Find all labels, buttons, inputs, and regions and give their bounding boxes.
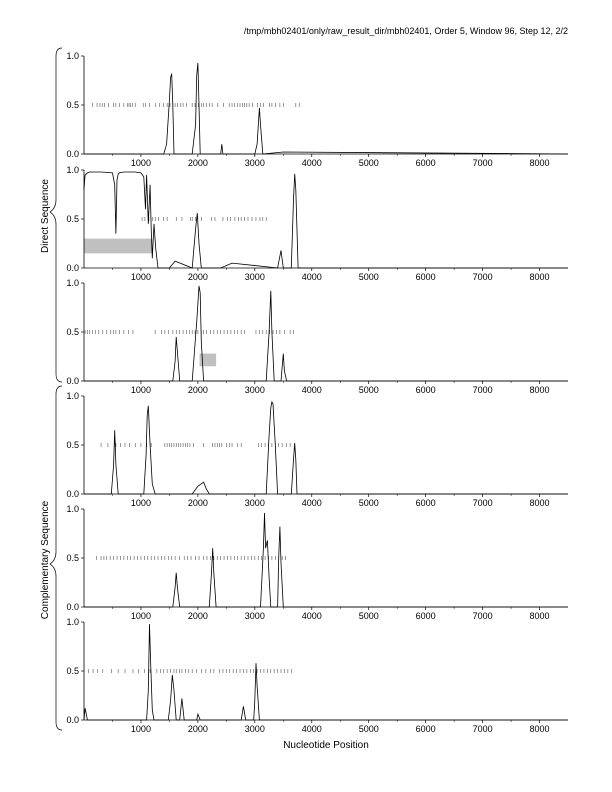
x-tick-label: 3000 <box>244 272 265 282</box>
x-tick-label: 6000 <box>415 498 436 508</box>
y-tick-label: 0.5 <box>66 214 79 224</box>
y-tick-label: 0.0 <box>66 602 79 612</box>
y-tick-label: 1.0 <box>66 51 79 61</box>
x-tick-label: 8000 <box>529 385 550 395</box>
x-tick-label: 8000 <box>529 272 550 282</box>
y-tick-label: 0.0 <box>66 376 79 386</box>
x-tick-label: 2000 <box>187 158 208 168</box>
x-tick-label: 1000 <box>130 724 151 734</box>
x-tick-label: 1000 <box>130 611 151 621</box>
series-line <box>84 286 568 381</box>
x-tick-label: 1000 <box>130 385 151 395</box>
shaded-region <box>84 239 152 254</box>
complementary-sequence-brace <box>50 386 62 730</box>
x-tick-label: 1000 <box>130 272 151 282</box>
y-tick-label: 0.5 <box>66 666 79 676</box>
x-tick-label: 5000 <box>358 498 379 508</box>
x-tick-label: 5000 <box>358 611 379 621</box>
x-tick-label: 6000 <box>415 158 436 168</box>
x-tick-label: 3000 <box>244 724 265 734</box>
series-line <box>84 172 568 268</box>
y-tick-label: 1.0 <box>66 391 79 401</box>
x-tick-label: 3000 <box>244 498 265 508</box>
y-tick-label: 0.0 <box>66 489 79 499</box>
panel-3 <box>66 278 568 395</box>
x-tick-label: 4000 <box>301 611 322 621</box>
x-tick-label: 2000 <box>187 611 208 621</box>
x-tick-label: 8000 <box>529 158 550 168</box>
y-tick-label: 1.0 <box>66 617 79 627</box>
x-tick-label: 8000 <box>529 498 550 508</box>
x-tick-label: 5000 <box>358 385 379 395</box>
panels-container <box>66 51 568 734</box>
x-tick-label: 2000 <box>187 724 208 734</box>
y-tick-label: 1.0 <box>66 504 79 514</box>
x-tick-label: 2000 <box>187 385 208 395</box>
x-tick-label: 1000 <box>130 158 151 168</box>
y-tick-label: 1.0 <box>66 165 79 175</box>
panel-1 <box>66 51 568 168</box>
x-tick-label: 7000 <box>472 724 493 734</box>
x-tick-label: 4000 <box>301 272 322 282</box>
x-tick-label: 4000 <box>301 498 322 508</box>
series-line <box>84 63 568 154</box>
x-tick-label: 3000 <box>244 385 265 395</box>
y-tick-label: 0.0 <box>66 149 79 159</box>
x-tick-label: 8000 <box>529 724 550 734</box>
x-tick-label: 4000 <box>301 158 322 168</box>
x-tick-label: 7000 <box>472 272 493 282</box>
y-tick-label: 1.0 <box>66 278 79 288</box>
x-tick-label: 3000 <box>244 611 265 621</box>
x-tick-label: 5000 <box>358 158 379 168</box>
x-tick-label: 1000 <box>130 498 151 508</box>
x-tick-label: 5000 <box>358 272 379 282</box>
x-tick-label: 6000 <box>415 272 436 282</box>
complementary-sequence-label: Complementary Sequence <box>40 500 51 620</box>
direct-sequence-label: Direct Sequence <box>40 179 51 253</box>
direct-sequence-brace <box>50 48 62 382</box>
x-tick-label: 6000 <box>415 724 436 734</box>
y-tick-label: 0.5 <box>66 100 79 110</box>
y-tick-label: 0.5 <box>66 440 79 450</box>
x-tick-label: 7000 <box>472 498 493 508</box>
x-tick-label: 7000 <box>472 158 493 168</box>
x-tick-label: 7000 <box>472 385 493 395</box>
x-tick-label: 5000 <box>358 724 379 734</box>
panel-2 <box>66 165 568 282</box>
y-tick-label: 0.0 <box>66 263 79 273</box>
y-tick-label: 0.0 <box>66 715 79 725</box>
series-line <box>84 402 568 494</box>
x-tick-label: 2000 <box>187 272 208 282</box>
x-tick-label: 7000 <box>472 611 493 621</box>
panel-6 <box>66 617 568 734</box>
x-tick-label: 4000 <box>301 724 322 734</box>
y-tick-label: 0.5 <box>66 327 79 337</box>
x-tick-label: 3000 <box>244 158 265 168</box>
x-tick-label: 8000 <box>529 611 550 621</box>
y-tick-label: 0.5 <box>66 553 79 563</box>
panel-4 <box>66 391 568 508</box>
x-axis-label: Nucleotide Position <box>283 740 369 751</box>
x-tick-label: 6000 <box>415 385 436 395</box>
x-tick-label: 4000 <box>301 385 322 395</box>
panel-5 <box>66 504 568 621</box>
series-line <box>84 513 568 607</box>
figure-header: /tmp/mbh02401/only/raw_result_dir/mbh02401, Order 5, Window 96, Step 12, 2/2 <box>243 26 568 36</box>
x-tick-label: 2000 <box>187 498 208 508</box>
x-tick-label: 6000 <box>415 611 436 621</box>
